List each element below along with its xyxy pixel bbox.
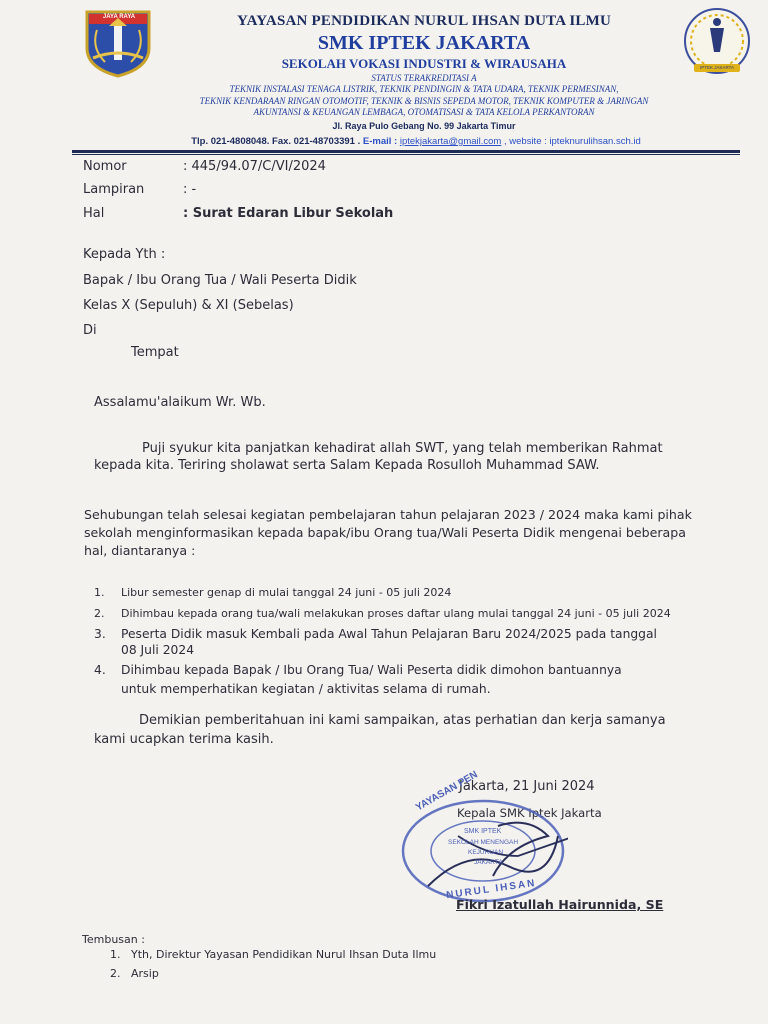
letterhead-rule-thin: [72, 154, 740, 155]
school-subtitle: SEKOLAH VOKASI INDUSTRI & WIRAUSAHA: [281, 56, 567, 71]
hal-value: : Surat Edaran Libur Sekolah: [183, 206, 394, 221]
list-item-2-num: 2.: [94, 607, 105, 620]
hal-label: Hal: [83, 206, 105, 221]
para2-line-2: sekolah menginformasikan kepada bapak/ibu Orang tua/Wali Peserta Didik mengenai beberapa: [84, 525, 686, 540]
letterhead-rule-thick: [72, 150, 740, 153]
tembusan-item-1-num: 1.: [110, 948, 121, 961]
closing-line-2: kami ucapkan terima kasih.: [94, 732, 274, 747]
tembusan-item-1-text: Yth, Direktur Yayasan Pendidikan Nurul Ihsan Duta Ilmu: [131, 948, 437, 961]
tembusan-label: Tembusan :: [82, 933, 145, 946]
programs-line-3: AKUNTANSI & KEUANGAN LEMBAGA, OTOMATISASI & TATA KELOLA PERKANTORAN: [253, 107, 595, 117]
stamp-text-1: SMK IPTEK: [464, 828, 502, 835]
list-item-3-text-cont: 08 Juli 2024: [121, 643, 195, 657]
recipient-line-2: Bapak / Ibu Orang Tua / Wali Peserta Didik: [83, 273, 357, 288]
school-address: Jl. Raya Pulo Gebang No. 99 Jakarta Timur: [332, 121, 516, 131]
recipient-line-5: Tempat: [131, 345, 179, 360]
list-item-1-text: Libur semester genap di mulai tanggal 24 juni - 05 juli 2024: [121, 586, 452, 599]
list-item-4-num: 4.: [94, 663, 106, 677]
recipient-line-1: Kepada Yth :: [83, 247, 166, 262]
place-date: Jakarta, 21 Juni 2024: [459, 779, 595, 794]
nomor-value: : 445/94.07/C/VI/2024: [183, 159, 326, 174]
list-item-2-text: Dihimbau kepada orang tua/wali melakukan proses daftar ulang mulai tanggal 24 juni - 05 juli 2024: [121, 607, 671, 620]
stamp-text-2: SEKOLAH MENENGAH: [448, 839, 519, 846]
closing-line-1: Demikian pemberitahuan ini kami sampaikan, atas perhatian dan kerja samanya: [139, 713, 666, 728]
nomor-label: Nomor: [83, 159, 127, 174]
para2-line-3: hal, diantaranya :: [84, 543, 196, 558]
phone-fax: Tlp. 021-4808048. Fax. 021-48703391 .: [191, 136, 361, 147]
foundation-name: YAYASAN PENDIDIKAN NURUL IHSAN DUTA ILMU: [236, 13, 612, 29]
list-item-3-num: 3.: [94, 627, 106, 641]
website-label: , website :: [503, 136, 547, 147]
stamp-text-3: KEJURUAN: [468, 849, 504, 856]
list-item-4-text-cont: untuk memperhatikan kegiatan / aktivitas selama di rumah.: [121, 682, 491, 696]
stamp-arc-bottom: NURUL IHSAN: [445, 877, 538, 902]
greeting: Assalamu'alaikum Wr. Wb.: [94, 395, 266, 410]
website-link[interactable]: ipteknurulihsan.sch.id: [549, 136, 641, 147]
school-name: SMK IPTEK JAKARTA: [317, 32, 531, 54]
recipient-line-3: Kelas X (Sepuluh) & XI (Sebelas): [83, 298, 294, 313]
programs-line-1: TEKNIK INSTALASI TENAGA LISTRIK, TEKNIK PENDINGIN & TATA UDARA, TEKNIK PERMESINAN,: [229, 84, 619, 94]
lampiran-value: : -: [183, 182, 197, 197]
tembusan-item-2-text: Arsip: [131, 967, 159, 980]
principal-title: Kepala SMK Iptek Jakarta: [457, 806, 602, 820]
principal-name: Fikri Izatullah Hairunnida, SE: [456, 897, 664, 912]
lampiran-label: Lampiran: [83, 182, 145, 197]
emblem-label: IPTEK JAKARTA: [699, 65, 735, 70]
email-link[interactable]: iptekjakarta@gmail.com: [399, 136, 502, 147]
list-item-4-text: Dihimbau kepada Bapak / Ibu Orang Tua/ Wali Peserta didik dimohon bantuannya: [121, 663, 622, 677]
para2-line-1: Sehubungan telah selesai kegiatan pembelajaran tahun pelajaran 2023 / 2024 maka kami pihak: [84, 507, 692, 522]
list-item-1-num: 1.: [94, 586, 105, 599]
recipient-line-4: Di: [83, 323, 97, 338]
contact-line: [32, 136, 768, 147]
tembusan-item-2-num: 2.: [110, 967, 121, 980]
crest-label: JAYA RAYA: [102, 14, 136, 20]
para1-line-2: kepada kita. Teriring sholawat serta Salam Kepada Rosulloh Muhammad SAW.: [94, 458, 600, 473]
programs-line-2: TEKNIK KENDARAAN RINGAN OTOMOTIF, TEKNIK & BISNIS SEPEDA MOTOR, TEKNIK KOMPUTER & JARINGAN: [199, 96, 649, 106]
stamp-text-4: JAKARTA: [474, 859, 503, 866]
list-item-3-text: Peserta Didik masuk Kembali pada Awal Tahun Pelajaran Baru 2024/2025 pada tanggal: [121, 627, 657, 641]
accreditation-status: STATUS TERAKREDITASI A: [371, 73, 477, 83]
email-label: E-mail :: [362, 136, 398, 147]
stamp-arc-top: YAYASAN PEN: [414, 769, 480, 814]
para1-line-1: Puji syukur kita panjatkan kehadirat allah SWT, yang telah memberikan Rahmat: [142, 441, 663, 456]
